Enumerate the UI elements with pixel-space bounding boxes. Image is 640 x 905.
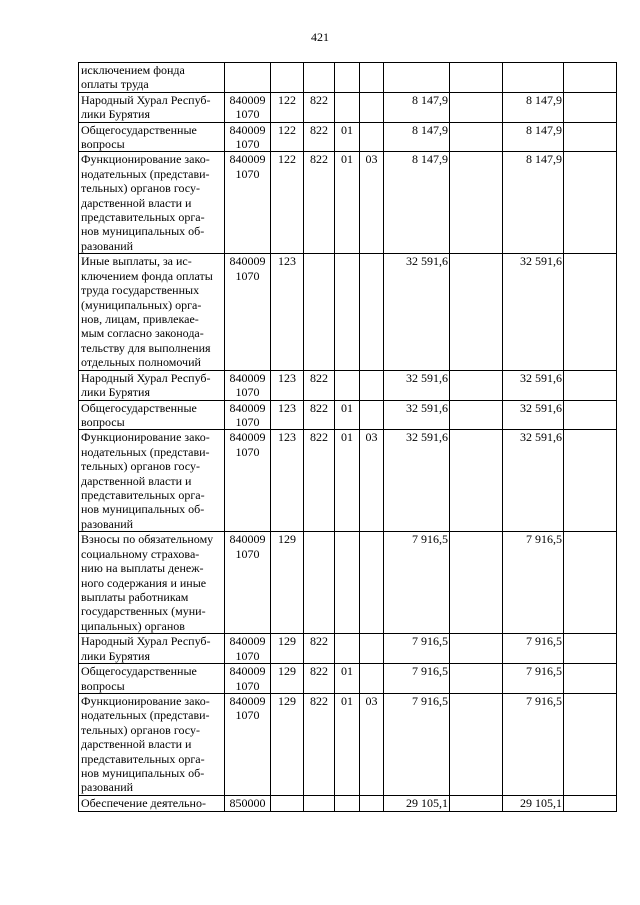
row-amount-extra-2 xyxy=(564,152,617,254)
row-expense-type: 129 xyxy=(271,693,304,795)
row-amount-total: 32 591,6 xyxy=(503,370,564,400)
row-amount-total: 7 916,5 xyxy=(503,634,564,664)
row-amount-total xyxy=(503,63,564,93)
row-expense-type: 129 xyxy=(271,634,304,664)
row-subsection: 03 xyxy=(360,152,384,254)
row-amount-total: 7 916,5 xyxy=(503,693,564,795)
row-code: 840009 1070 xyxy=(225,254,271,370)
row-subsection xyxy=(360,92,384,122)
row-code: 840009 1070 xyxy=(225,400,271,430)
row-amount-total: 8 147,9 xyxy=(503,152,564,254)
row-subsection xyxy=(360,634,384,664)
row-amount: 7 916,5 xyxy=(384,532,450,634)
row-name: Функционирование зако- нодательных (представи- тельных) органов госу- дарственной власти и представительных орга- нов муниципальных об- разований xyxy=(79,430,225,532)
row-name: Общегосударственные вопросы xyxy=(79,664,225,694)
row-amount-extra-2 xyxy=(564,122,617,152)
row-subsection xyxy=(360,664,384,694)
row-amount: 29 105,1 xyxy=(384,795,450,811)
row-amount-extra-2 xyxy=(564,92,617,122)
table-row xyxy=(79,634,617,664)
row-admin-code: 822 xyxy=(304,370,335,400)
row-amount-extra-2 xyxy=(564,63,617,93)
row-amount-total: 7 916,5 xyxy=(503,532,564,634)
row-amount-extra-2 xyxy=(564,400,617,430)
row-subsection xyxy=(360,254,384,370)
row-code: 840009 1070 xyxy=(225,430,271,532)
budget-table xyxy=(78,62,617,812)
table-row xyxy=(79,152,617,254)
row-expense-type: 122 xyxy=(271,92,304,122)
table-row xyxy=(79,532,617,634)
row-code xyxy=(225,63,271,93)
row-amount-total: 7 916,5 xyxy=(503,664,564,694)
row-amount-total: 8 147,9 xyxy=(503,92,564,122)
row-section xyxy=(335,92,360,122)
row-subsection xyxy=(360,370,384,400)
row-amount-extra xyxy=(450,795,503,811)
row-code: 840009 1070 xyxy=(225,634,271,664)
row-admin-code xyxy=(304,254,335,370)
row-section: 01 xyxy=(335,152,360,254)
row-section: 01 xyxy=(335,400,360,430)
row-amount-extra-2 xyxy=(564,664,617,694)
row-admin-code: 822 xyxy=(304,122,335,152)
row-amount-extra xyxy=(450,400,503,430)
row-code: 840009 1070 xyxy=(225,664,271,694)
row-name: Функционирование зако- нодательных (представи- тельных) органов госу- дарственной власти и представительных орга- нов муниципальных об- разований xyxy=(79,693,225,795)
row-subsection xyxy=(360,122,384,152)
row-expense-type: 123 xyxy=(271,430,304,532)
row-name: Народный Хурал Респуб- лики Бурятия xyxy=(79,370,225,400)
row-code: 840009 1070 xyxy=(225,370,271,400)
row-amount-extra-2 xyxy=(564,693,617,795)
row-name: Иные выплаты, за ис- ключением фонда оплаты труда государственных (муниципальных) орга- нов, лицам, привлекае- мым согласно законода- тельству для выполнения отдельных полномочий xyxy=(79,254,225,370)
row-section xyxy=(335,532,360,634)
row-code: 840009 1070 xyxy=(225,152,271,254)
row-amount-extra-2 xyxy=(564,634,617,664)
row-amount: 8 147,9 xyxy=(384,92,450,122)
row-amount-extra-2 xyxy=(564,532,617,634)
row-amount: 7 916,5 xyxy=(384,634,450,664)
row-name: Обеспечение деятельно- xyxy=(79,795,225,811)
table-row xyxy=(79,370,617,400)
row-admin-code: 822 xyxy=(304,92,335,122)
row-amount: 32 591,6 xyxy=(384,254,450,370)
row-expense-type xyxy=(271,795,304,811)
row-code: 840009 1070 xyxy=(225,532,271,634)
row-section xyxy=(335,254,360,370)
row-amount-extra xyxy=(450,370,503,400)
row-amount-extra-2 xyxy=(564,795,617,811)
row-expense-type xyxy=(271,63,304,93)
row-section: 01 xyxy=(335,430,360,532)
row-amount-extra xyxy=(450,430,503,532)
table-row xyxy=(79,400,617,430)
row-amount: 8 147,9 xyxy=(384,152,450,254)
row-name: Функционирование зако- нодательных (представи- тельных) органов госу- дарственной власти и представительных орга- нов муниципальных об- разований xyxy=(79,152,225,254)
page-number: 421 xyxy=(311,30,329,44)
row-amount-extra xyxy=(450,152,503,254)
row-amount-extra xyxy=(450,693,503,795)
row-code: 850000 xyxy=(225,795,271,811)
row-amount xyxy=(384,63,450,93)
row-amount-extra xyxy=(450,92,503,122)
row-amount: 7 916,5 xyxy=(384,693,450,795)
table-row xyxy=(79,795,617,811)
row-subsection xyxy=(360,532,384,634)
row-admin-code: 822 xyxy=(304,152,335,254)
row-admin-code: 822 xyxy=(304,693,335,795)
row-amount-extra xyxy=(450,634,503,664)
row-subsection: 03 xyxy=(360,430,384,532)
row-amount-extra xyxy=(450,254,503,370)
row-amount-total: 32 591,6 xyxy=(503,430,564,532)
row-subsection xyxy=(360,63,384,93)
row-amount: 8 147,9 xyxy=(384,122,450,152)
row-amount-extra-2 xyxy=(564,370,617,400)
row-amount-extra xyxy=(450,122,503,152)
row-section: 01 xyxy=(335,122,360,152)
row-expense-type: 123 xyxy=(271,370,304,400)
row-section xyxy=(335,63,360,93)
row-section: 01 xyxy=(335,664,360,694)
row-amount: 32 591,6 xyxy=(384,370,450,400)
row-amount-total: 8 147,9 xyxy=(503,122,564,152)
row-admin-code: 822 xyxy=(304,634,335,664)
row-subsection xyxy=(360,795,384,811)
row-expense-type: 122 xyxy=(271,152,304,254)
row-amount-extra xyxy=(450,63,503,93)
row-admin-code: 822 xyxy=(304,430,335,532)
row-name: Народный Хурал Респуб- лики Бурятия xyxy=(79,634,225,664)
row-amount: 7 916,5 xyxy=(384,664,450,694)
row-expense-type: 129 xyxy=(271,664,304,694)
row-section xyxy=(335,795,360,811)
row-admin-code xyxy=(304,795,335,811)
row-amount-extra xyxy=(450,532,503,634)
row-name: Народный Хурал Респуб- лики Бурятия xyxy=(79,92,225,122)
row-admin-code: 822 xyxy=(304,400,335,430)
table-row xyxy=(79,254,617,370)
row-expense-type: 123 xyxy=(271,254,304,370)
row-amount-total: 29 105,1 xyxy=(503,795,564,811)
row-amount: 32 591,6 xyxy=(384,430,450,532)
table-row xyxy=(79,693,617,795)
row-subsection xyxy=(360,400,384,430)
row-subsection: 03 xyxy=(360,693,384,795)
table-row xyxy=(79,664,617,694)
table-row xyxy=(79,430,617,532)
row-code: 840009 1070 xyxy=(225,693,271,795)
table-body xyxy=(79,63,617,812)
table-row xyxy=(79,122,617,152)
row-amount: 32 591,6 xyxy=(384,400,450,430)
row-amount-extra-2 xyxy=(564,254,617,370)
row-amount-total: 32 591,6 xyxy=(503,400,564,430)
row-admin-code xyxy=(304,63,335,93)
row-amount-total: 32 591,6 xyxy=(503,254,564,370)
row-code: 840009 1070 xyxy=(225,122,271,152)
row-name: исключением фонда оплаты труда xyxy=(79,63,225,93)
row-name: Взносы по обязательному социальному страхова- нию на выплаты денеж- ного содержания и иные выплаты работникам государственных (муни- ципальных) органов xyxy=(79,532,225,634)
row-amount-extra-2 xyxy=(564,430,617,532)
row-name: Общегосударственные вопросы xyxy=(79,400,225,430)
row-amount-extra xyxy=(450,664,503,694)
table-row xyxy=(79,63,617,93)
row-section xyxy=(335,370,360,400)
row-section: 01 xyxy=(335,693,360,795)
row-admin-code xyxy=(304,532,335,634)
table-row xyxy=(79,92,617,122)
row-expense-type: 129 xyxy=(271,532,304,634)
row-expense-type: 122 xyxy=(271,122,304,152)
row-section xyxy=(335,634,360,664)
row-expense-type: 123 xyxy=(271,400,304,430)
row-code: 840009 1070 xyxy=(225,92,271,122)
row-name: Общегосударственные вопросы xyxy=(79,122,225,152)
row-admin-code: 822 xyxy=(304,664,335,694)
